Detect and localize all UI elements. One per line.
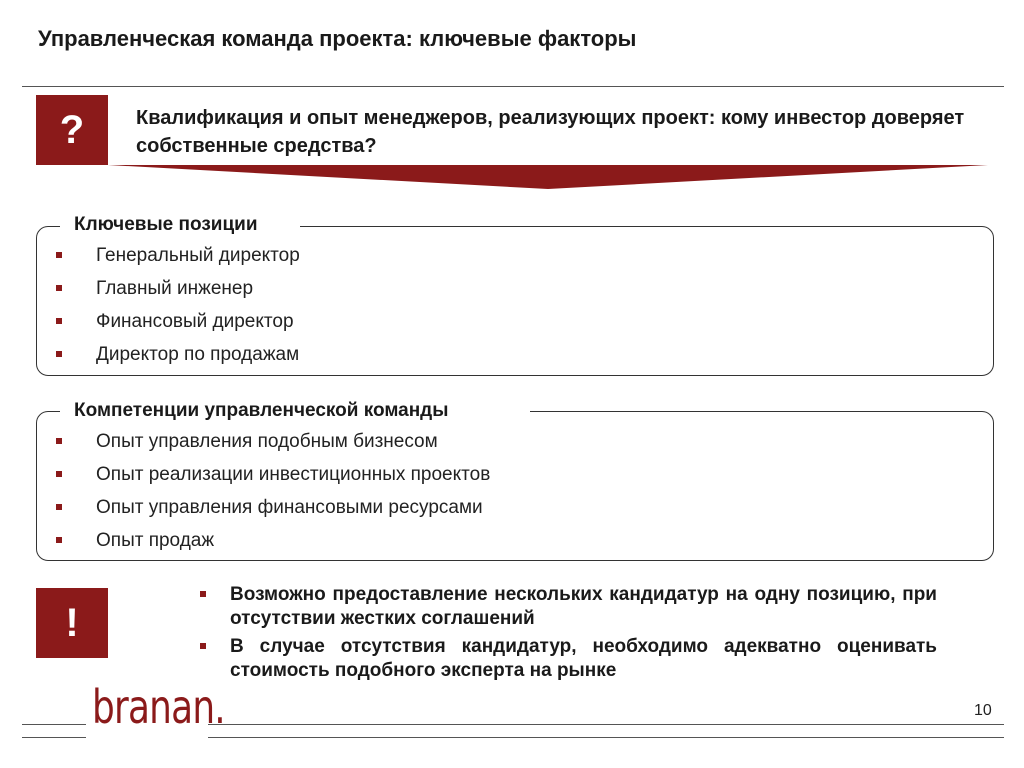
exclamation-icon: ! [36, 588, 108, 658]
list-item: Опыт управления подобным бизнесом [56, 425, 490, 458]
footer-rule-right-1 [208, 724, 1004, 725]
list-item: Финансовый директор [56, 305, 300, 338]
bullet-icon [56, 504, 62, 510]
list-item: В случае отсутствия кандидатур, необходимо адекватно оценивать стоимость подобного эксперта на рынке [200, 635, 937, 683]
footer-rule-left-1 [22, 724, 86, 725]
key-positions-rule [306, 226, 982, 227]
question-underline-wedge [108, 165, 988, 191]
competencies-label: Компетенции управленческой команды [62, 400, 460, 422]
key-positions-list [56, 239, 300, 371]
list-item: Возможно предоставление нескольких кандидатур на одну позицию, при отсутствии жестких соглашений [200, 583, 937, 631]
slide-title: Управленческая команда проекта: ключевые факторы [38, 26, 637, 51]
footer-rule-left-2 [22, 737, 86, 738]
list-item: Опыт продаж [56, 524, 490, 557]
bullet-icon [56, 438, 62, 444]
list-item: Опыт управления финансовыми ресурсами [56, 491, 490, 524]
competencies-rule [534, 411, 982, 412]
question-icon: ? [36, 95, 108, 165]
bullet-icon [56, 252, 62, 258]
page-number: 10 [974, 702, 992, 719]
competencies-list [56, 425, 490, 557]
bullet-icon [200, 591, 206, 597]
key-positions-label: Ключевые позиции [62, 214, 270, 236]
bullet-icon [200, 643, 206, 649]
list-item: Директор по продажам [56, 338, 300, 371]
bullet-icon [56, 471, 62, 477]
bullet-icon [56, 537, 62, 543]
list-item: Генеральный директор [56, 239, 300, 272]
branan-logo: branan. [92, 680, 225, 734]
notes-list [200, 583, 937, 687]
question-text: Квалификация и опыт менеджеров, реализующих проект: кому инвестор доверяет собственные средства? [136, 107, 965, 157]
list-item: Опыт реализации инвестиционных проектов [56, 458, 490, 491]
bullet-icon [56, 351, 62, 357]
bullet-icon [56, 285, 62, 291]
title-divider [22, 86, 1004, 87]
bullet-icon [56, 318, 62, 324]
footer-rule-right-2 [208, 737, 1004, 738]
list-item: Главный инженер [56, 272, 300, 305]
